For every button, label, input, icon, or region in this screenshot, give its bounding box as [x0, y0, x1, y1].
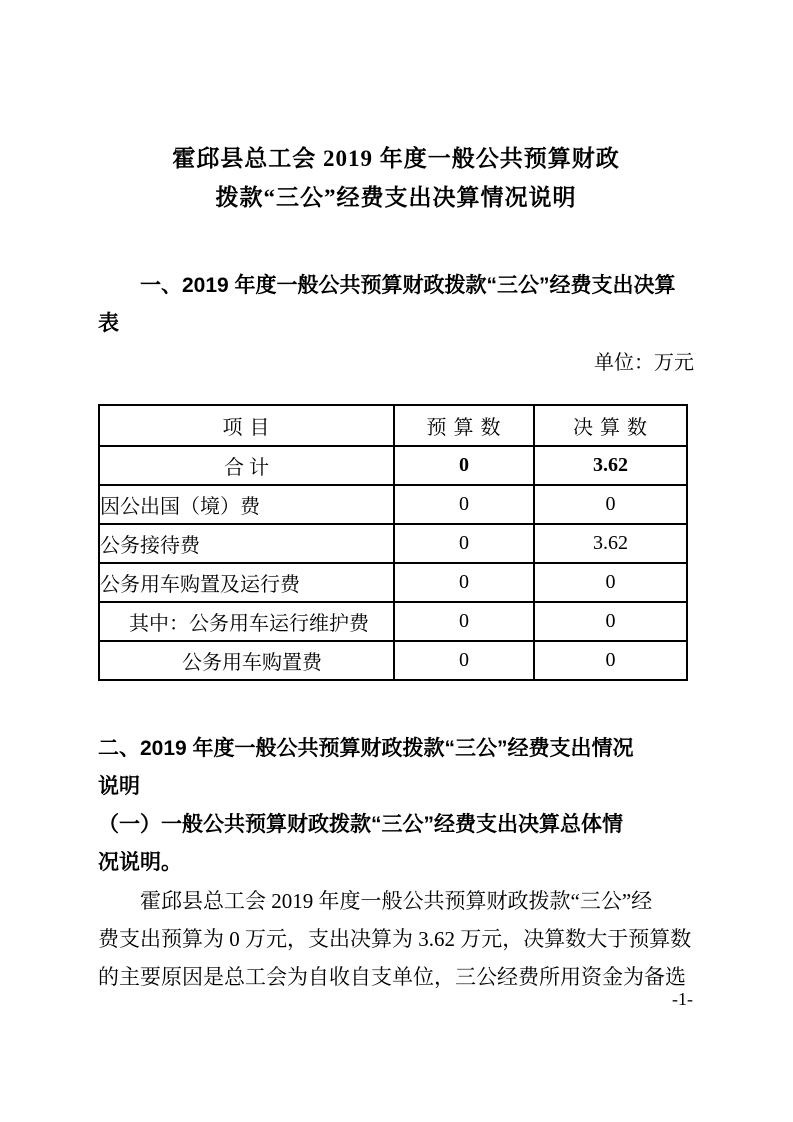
budget-table [98, 404, 688, 681]
final-cell: 3.62 [534, 524, 687, 563]
table-row [99, 524, 687, 563]
document-title: 霍邱县总工会 2019 年度一般公共预算财政 拨款“三公”经费支出决算情况说明 [172, 146, 620, 210]
final-cell: 3.62 [534, 446, 687, 485]
budget-cell: 0 [394, 485, 534, 524]
table-header-row [99, 405, 687, 446]
item-cell: 公务用车购置费 [99, 641, 394, 680]
section2-heading: 二、2019 年度一般公共预算财政拨款“三公”经费支出情况 说明 [98, 737, 634, 798]
item-cell: 公务接待费 [99, 524, 394, 563]
final-cell: 0 [534, 563, 687, 602]
item-cell: 公务用车购置及运行费 [99, 563, 394, 602]
section2-subheading: （一）一般公共预算财政拨款“三公”经费支出决算总体情 况说明。 [98, 813, 623, 874]
table-row [99, 563, 687, 602]
final-cell: 0 [534, 641, 687, 680]
budget-cell: 0 [394, 524, 534, 563]
table-row [99, 641, 687, 680]
table-row-total [99, 446, 687, 485]
budget-cell: 0 [394, 446, 534, 485]
budget-cell: 0 [394, 602, 534, 641]
table-header-item: 项 目 [99, 405, 394, 446]
budget-cell: 0 [394, 641, 534, 680]
final-cell: 0 [534, 485, 687, 524]
item-cell: 合 计 [99, 446, 394, 485]
table-header-budget: 预 算 数 [394, 405, 534, 446]
section1-heading: 一、2019 年度一般公共预算财政拨款“三公”经费支出决算 表 [98, 274, 676, 335]
table-row [99, 602, 687, 641]
budget-cell: 0 [394, 563, 534, 602]
table-header-final: 决 算 数 [534, 405, 687, 446]
final-cell: 0 [534, 602, 687, 641]
item-cell: 其中：公务用车运行维护费 [99, 602, 394, 641]
document-content [98, 0, 694, 996]
unit-label: 单位：万元 [594, 352, 694, 374]
page-number: -1- [672, 989, 693, 1009]
section2-paragraph: 霍邱县总工会 2019 年度一般公共预算财政拨款“三公”经 费支出预算为 0 万元，支出决算为 3.62 万元，决算数大于预算数 的主要原因是总工会为自收自支单位，三公经费所用资金为备选 [98, 889, 692, 989]
item-cell: 因公出国（境）费 [99, 485, 394, 524]
table-row [99, 485, 687, 524]
